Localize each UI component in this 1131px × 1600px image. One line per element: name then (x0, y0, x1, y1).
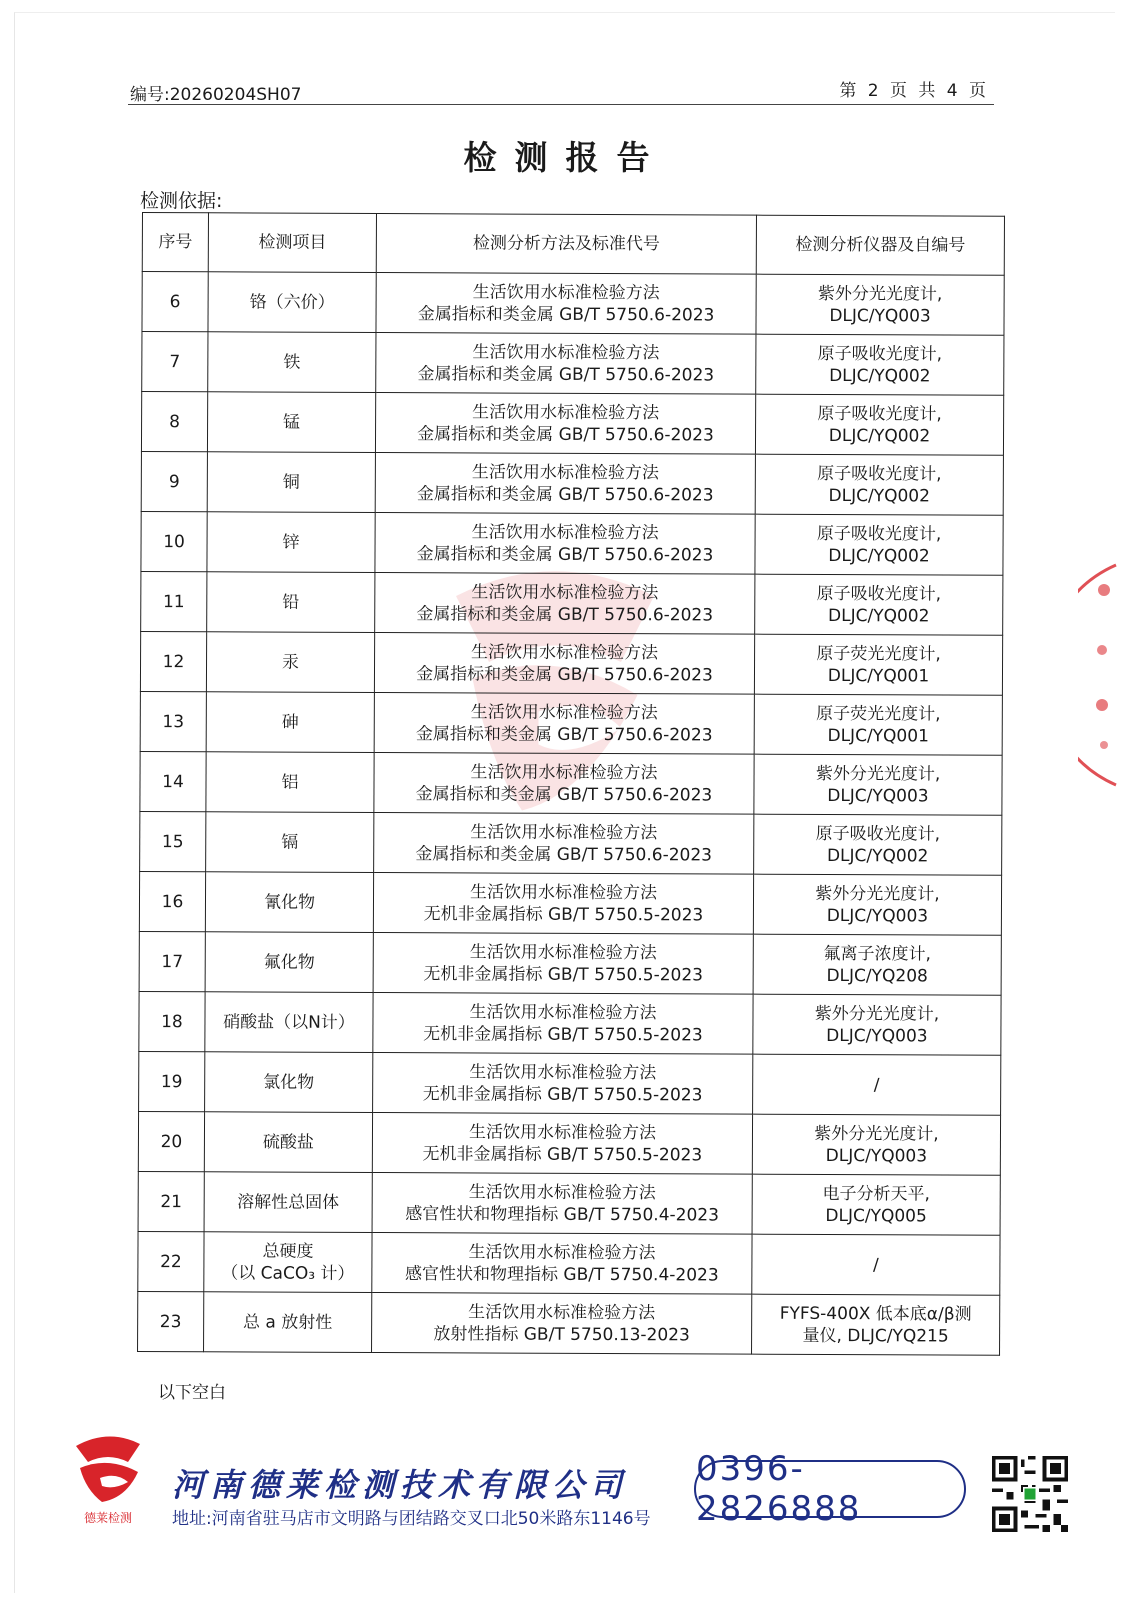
test-item (204, 1172, 372, 1233)
test-method (372, 1233, 752, 1295)
table-row (140, 751, 1002, 815)
row-number: 22 (138, 1231, 204, 1291)
method-standard: 金属指标和类金属 GB/T 5750.6-2023 (417, 363, 715, 385)
row-number: 9 (141, 451, 207, 511)
method-standard: 金属指标和类金属 GB/T 5750.6-2023 (416, 543, 714, 565)
row-number: 15 (140, 811, 206, 871)
test-item-name: 总 a 放射性 (242, 1311, 333, 1333)
table-row (139, 931, 1001, 995)
row-number: 7 (142, 332, 208, 392)
test-instrument (753, 934, 1001, 995)
test-item (206, 752, 374, 813)
instrument-name: / (873, 1074, 880, 1095)
table-row (138, 1111, 1000, 1175)
instrument-name: 原子吸收光度计, (815, 823, 941, 844)
method-title: 生活饮用水标准检验方法 (472, 401, 660, 423)
instrument-id: DLJC/YQ003 (827, 785, 929, 806)
method-title: 生活饮用水标准检验方法 (469, 1001, 657, 1023)
test-instrument (752, 1234, 1000, 1295)
test-instrument (756, 334, 1004, 395)
test-item (205, 1052, 373, 1113)
test-instrument (752, 1174, 1000, 1235)
method-standard: 无机非金属指标 GB/T 5750.5-2023 (422, 1143, 703, 1165)
method-title: 生活饮用水标准检验方法 (472, 341, 660, 363)
method-title: 生活饮用水标准检验方法 (471, 461, 659, 483)
instrument-id: DLJC/YQ002 (828, 425, 931, 446)
test-item-name: 铬（六价） (249, 291, 335, 313)
method-standard: 无机非金属指标 GB/T 5750.5-2023 (423, 1023, 703, 1045)
method-title: 生活饮用水标准检验方法 (468, 1301, 656, 1323)
test-item (204, 1112, 372, 1173)
method-standard: 金属指标和类金属 GB/T 5750.6-2023 (416, 483, 714, 505)
instrument-id: DLJC/YQ001 (827, 725, 929, 746)
test-item-name: 氯化物 (263, 1072, 315, 1093)
test-item-name: 铅 (282, 592, 300, 613)
test-instrument (755, 574, 1003, 635)
table-row (139, 871, 1001, 935)
row-number: 13 (140, 691, 206, 751)
instrument-id: DLJC/YQ002 (826, 845, 929, 866)
method-title: 生活饮用水标准检验方法 (471, 521, 659, 543)
row-number: 10 (141, 511, 207, 571)
table-body (138, 272, 1005, 1356)
test-item (204, 1292, 372, 1353)
method-title: 生活饮用水标准检验方法 (470, 761, 658, 783)
instrument-name: 紫外分光光度计, (815, 883, 940, 904)
method-title: 生活饮用水标准检验方法 (470, 821, 658, 843)
test-instrument (752, 1114, 1000, 1175)
method-title: 生活饮用水标准检验方法 (471, 641, 659, 663)
test-instrument (754, 754, 1002, 815)
instrument-id: DLJC/YQ003 (826, 905, 929, 926)
row-number: 17 (139, 931, 205, 991)
test-instrument (756, 274, 1004, 335)
method-title: 生活饮用水标准检验方法 (468, 1181, 656, 1203)
test-instrument (753, 874, 1001, 935)
method-standard: 金属指标和类金属 GB/T 5750.6-2023 (417, 303, 715, 325)
test-item-note: （以 CaCO₃ 计） (221, 1262, 355, 1284)
row-number: 16 (139, 871, 205, 931)
instrument-name: 紫外分光光度计, (815, 763, 941, 784)
table-row (141, 571, 1003, 635)
test-item-name: 氟化物 (263, 952, 315, 973)
table-row (138, 1171, 1000, 1235)
test-item (205, 872, 373, 933)
method-standard: 感官性状和物理指标 GB/T 5750.4-2023 (404, 1263, 719, 1286)
test-method (376, 333, 756, 395)
instrument-id: DLJC/YQ003 (825, 1145, 928, 1166)
test-item (208, 332, 376, 393)
row-number: 21 (138, 1171, 204, 1231)
instrument-id: DLJC/YQ001 (827, 665, 930, 686)
method-title: 生活饮用水标准检验方法 (468, 1121, 657, 1143)
test-method (375, 513, 755, 575)
page-indicator: 第 2 页 共 4 页 (839, 81, 989, 101)
instrument-name: / (872, 1254, 879, 1275)
method-standard: 金属指标和类金属 GB/T 5750.6-2023 (415, 723, 713, 745)
row-number: 6 (142, 272, 208, 332)
row-number: 19 (139, 1051, 205, 1111)
table-row (138, 1291, 1000, 1355)
table-row (140, 811, 1002, 875)
test-method (375, 393, 755, 455)
logo-caption: 德莱检测 (83, 1511, 133, 1525)
instrument-id: DLJC/YQ002 (828, 545, 930, 566)
method-title: 生活饮用水标准检验方法 (468, 1241, 656, 1263)
instrument-name: 紫外分光光度计, (814, 1003, 940, 1024)
method-title: 生活饮用水标准检验方法 (470, 701, 658, 723)
page-title: 检测报告 (463, 138, 668, 177)
test-item-name: 铁 (283, 352, 301, 373)
table-row (140, 691, 1002, 755)
table-row (140, 631, 1002, 695)
seal-stamp-icon (1078, 560, 1118, 790)
test-method (373, 933, 753, 995)
row-number: 18 (139, 991, 205, 1051)
test-instrument (754, 634, 1002, 695)
test-item (204, 1232, 372, 1293)
instrument-name: 原子吸收光度计, (817, 343, 943, 364)
test-method (375, 573, 755, 635)
row-number: 14 (140, 751, 206, 811)
test-item-name: 锰 (283, 412, 301, 433)
test-item-name: 硫酸盐 (262, 1132, 314, 1153)
table-row (141, 451, 1003, 515)
method-title: 生活饮用水标准检验方法 (469, 1061, 657, 1083)
company-address: 地址:河南省驻马店市文明路与团结路交叉口北50米路东1146号 (172, 1509, 651, 1529)
test-method (375, 453, 755, 515)
test-method (376, 273, 756, 335)
method-standard: 金属指标和类金属 GB/T 5750.6-2023 (417, 423, 714, 445)
instrument-name: 氟离子浓度计, (823, 943, 932, 964)
test-method (374, 753, 754, 815)
test-instrument (753, 994, 1001, 1055)
test-item (207, 572, 375, 633)
table-row (141, 392, 1003, 456)
instrument-name: 原子吸收光度计, (817, 463, 942, 484)
test-item (206, 632, 374, 693)
instrument-name: 原子荧光光度计, (816, 643, 941, 664)
instrument-id: DLJC/YQ005 (825, 1205, 927, 1226)
table-row (139, 1051, 1001, 1115)
instrument-name: 电子分析天平, (822, 1183, 930, 1204)
blank-below-note: 以下空白 (158, 1383, 226, 1403)
instrument-name: 原子吸收光度计, (816, 523, 942, 544)
instrument-id: DLJC/YQ002 (829, 365, 931, 386)
table-header-row (142, 213, 1004, 276)
instrument-id: DLJC/YQ002 (827, 605, 930, 626)
test-item-name: 砷 (281, 712, 299, 733)
test-item (205, 932, 373, 993)
instrument-id: DLJC/YQ208 (826, 965, 928, 986)
row-number: 8 (141, 392, 207, 452)
instrument-name: FYFS-400X 低本底α/β测 (779, 1303, 972, 1325)
test-item-name: 氰化物 (263, 892, 316, 913)
test-method (373, 993, 753, 1055)
header-divider (128, 104, 994, 105)
test-instrument (755, 454, 1003, 515)
table-row (138, 1231, 1000, 1295)
method-title: 生活饮用水标准检验方法 (471, 581, 659, 603)
test-item (205, 992, 373, 1053)
test-method (372, 1173, 752, 1235)
test-instrument (754, 694, 1002, 755)
instrument-name: 原子吸收光度计, (817, 403, 942, 424)
method-standard: 感官性状和物理指标 GB/T 5750.4-2023 (405, 1203, 719, 1226)
column-header-instrument: 检测分析仪器及自编号 (756, 215, 1004, 275)
test-method (374, 693, 754, 755)
test-basis-table (137, 212, 1005, 1356)
test-method (373, 1053, 753, 1115)
row-number: 23 (138, 1291, 204, 1351)
method-title: 生活饮用水标准检验方法 (469, 941, 657, 963)
column-header-item: 检测项目 (208, 213, 376, 273)
company-logo-icon (66, 1428, 150, 1526)
instrument-id: 量仪, DLJC/YQ215 (802, 1325, 949, 1347)
test-item (206, 692, 374, 753)
test-instrument (752, 1294, 1000, 1355)
table-row (141, 511, 1003, 575)
method-title: 生活饮用水标准检验方法 (472, 281, 660, 303)
table-row (142, 332, 1004, 396)
test-item-name: 锌 (282, 532, 300, 553)
table-row (142, 272, 1004, 336)
row-number: 11 (141, 571, 207, 631)
method-title: 生活饮用水标准检验方法 (469, 881, 658, 903)
test-instrument (753, 1054, 1001, 1115)
instrument-id: DLJC/YQ003 (826, 1025, 928, 1046)
test-item-name: 汞 (281, 652, 300, 673)
instrument-id: DLJC/YQ003 (829, 305, 931, 326)
test-item (207, 452, 375, 513)
test-item (207, 512, 375, 573)
test-instrument (755, 514, 1003, 575)
test-item-name: 总硬度 (262, 1241, 314, 1262)
method-standard: 无机非金属指标 GB/T 5750.5-2023 (423, 903, 704, 925)
column-header-method: 检测分析方法及标准代号 (376, 214, 756, 275)
company-name: 河南德莱检测技术有限公司 (172, 1466, 629, 1504)
test-item-name: 铝 (281, 772, 299, 793)
test-item (208, 272, 376, 333)
instrument-name: 紫外分光光度计, (814, 1123, 939, 1144)
method-standard: 金属指标和类金属 GB/T 5750.6-2023 (416, 663, 713, 685)
test-method (374, 813, 754, 875)
test-method (374, 633, 754, 695)
instrument-name: 原子吸收光度计, (816, 583, 942, 604)
test-method (372, 1293, 752, 1355)
test-item-name: 铜 (282, 472, 300, 493)
company-phone: 0396-2826888 (694, 1460, 966, 1518)
test-item (206, 812, 374, 873)
instrument-id: DLJC/YQ002 (828, 485, 930, 506)
test-item-name: 硝酸盐（以N计） (223, 1011, 355, 1033)
instrument-name: 紫外分光光度计, (817, 283, 943, 304)
method-standard: 放射性指标 GB/T 5750.13-2023 (433, 1323, 690, 1345)
method-standard: 无机非金属指标 GB/T 5750.5-2023 (422, 1083, 703, 1105)
method-standard: 金属指标和类金属 GB/T 5750.6-2023 (415, 843, 713, 865)
basis-label: 检测依据: (140, 190, 223, 212)
method-standard: 金属指标和类金属 GB/T 5750.6-2023 (416, 603, 714, 625)
method-standard: 金属指标和类金属 GB/T 5750.6-2023 (415, 783, 713, 805)
test-item-name: 溶解性总固体 (237, 1191, 340, 1213)
test-method (373, 873, 753, 935)
table-row (139, 991, 1001, 1055)
report-number: 编号:20260204SH07 (130, 85, 302, 105)
method-standard: 无机非金属指标 GB/T 5750.5-2023 (423, 963, 704, 985)
row-number: 20 (138, 1111, 204, 1171)
test-instrument (754, 814, 1002, 875)
instrument-name: 原子荧光光度计, (816, 703, 941, 724)
qr-code-icon (992, 1456, 1068, 1532)
row-number: 12 (140, 631, 206, 691)
column-header-no: 序号 (142, 213, 208, 272)
test-method (372, 1113, 752, 1175)
test-item (207, 392, 375, 453)
test-item-name: 镉 (281, 832, 299, 853)
test-instrument (755, 394, 1003, 455)
